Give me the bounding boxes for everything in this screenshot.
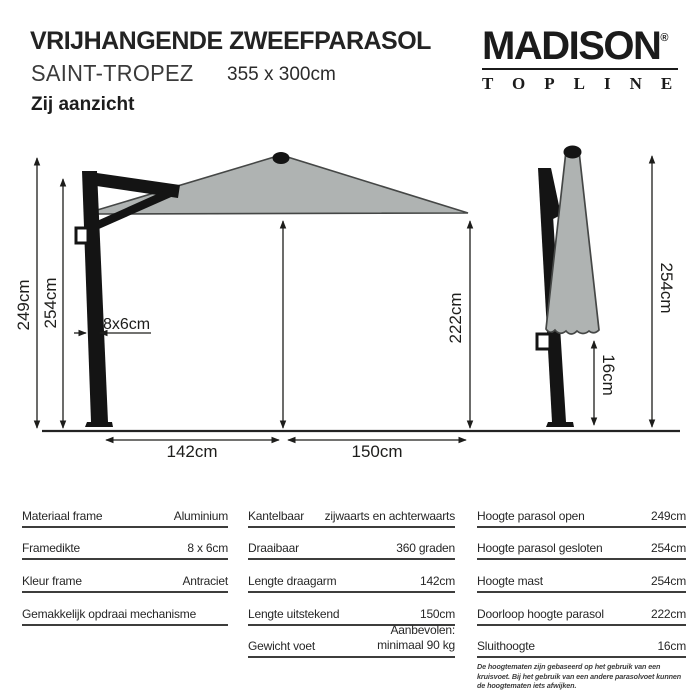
spec-row: [22, 593, 228, 626]
spec-row: [477, 528, 686, 561]
spec-value: 249cm: [650, 508, 686, 523]
spec-value: 150cm: [419, 606, 455, 621]
spec-label: Gewicht voet: [248, 639, 315, 654]
spec-row: [477, 626, 686, 659]
registered-trademark: ®: [660, 32, 669, 44]
spec-label: Hoogte parasol gesloten: [477, 541, 603, 556]
spec-label: Draaibaar: [248, 541, 299, 556]
dim-label-pole-profile: 8x6cm: [103, 316, 151, 333]
spec-column-frame: [22, 495, 228, 626]
dim-label-closing-gap: 16cm: [599, 354, 618, 396]
spec-row: [248, 593, 455, 626]
spec-row: [248, 528, 455, 561]
brand-name: MADISON®: [482, 24, 669, 68]
spec-value: Antraciet: [182, 574, 228, 589]
mast-foot: [85, 422, 113, 427]
dim-label-overhang: 150cm: [351, 442, 403, 461]
dim-label-arm-length: 142cm: [166, 442, 218, 461]
canopy-top-cap: [273, 152, 290, 164]
spec-value: 360 graden: [396, 541, 455, 556]
product-size: 355 x 300cm: [227, 64, 336, 85]
spec-column-function: [248, 495, 455, 658]
spec-row: [248, 623, 455, 659]
dim-label-walkthrough: 222cm: [446, 292, 465, 344]
spec-row: [248, 495, 455, 528]
height-footnote: De hoogtematen zijn gebaseerd op het gebruik van een kruisvoet. Bij het gebruik van een andere parasolvoet kunnen de hoogtematen iets afwijken.: [477, 662, 682, 691]
spec-label: Kleur frame: [22, 574, 82, 589]
spec-value: Aluminium: [173, 508, 228, 523]
spec-label: Sluithoogte: [477, 639, 535, 654]
spec-label: Framedikte: [22, 541, 81, 556]
spec-row: [22, 495, 228, 528]
spec-value: 222cm: [650, 606, 686, 621]
spec-label: Gemakkelijk opdraai mechanisme: [22, 606, 197, 621]
closed-mast-bracket: [537, 334, 550, 349]
spec-value: 254cm: [650, 541, 686, 556]
dim-label-mast-height: 254cm: [41, 277, 60, 329]
spec-value: zijwaarts en achterwaarts: [324, 508, 455, 523]
mast-bracket: [76, 228, 88, 243]
spec-label: Hoogte parasol open: [477, 508, 585, 523]
view-label: Zij aanzicht: [31, 94, 135, 115]
spec-value: 8 x 6cm: [187, 541, 228, 556]
spec-value: 16cm: [657, 639, 686, 654]
spec-label: Doorloop hoogte parasol: [477, 606, 604, 621]
page-title: VRIJHANGENDE ZWEEFPARASOL: [30, 27, 431, 55]
spec-value: Aanbevolen: minimaal 90 kg: [377, 623, 455, 653]
spec-column-heights: [477, 495, 686, 658]
spec-label: Materiaal frame: [22, 508, 103, 523]
spec-row: [22, 528, 228, 561]
spec-label: Hoogte mast: [477, 574, 543, 589]
spec-label: Kantelbaar: [248, 508, 305, 523]
sub-brand-name: TOPLINE: [482, 74, 692, 93]
spec-row: [22, 560, 228, 593]
spec-row: [248, 560, 455, 593]
spec-row: [477, 593, 686, 626]
dim-label-open-height: 249cm: [14, 279, 33, 331]
spec-value: 254cm: [650, 574, 686, 589]
dim-label-closed-height: 254cm: [657, 262, 676, 314]
closed-mast-foot: [546, 422, 574, 427]
spec-row: [477, 560, 686, 593]
spec-value: 142cm: [419, 574, 455, 589]
spec-label: Lengte draagarm: [248, 574, 337, 589]
spec-label: Lengte uitstekend: [248, 606, 340, 621]
model-name: SAINT-TROPEZ: [31, 60, 194, 86]
spec-row: [477, 495, 686, 528]
closed-canopy-top-cap: [564, 146, 582, 159]
